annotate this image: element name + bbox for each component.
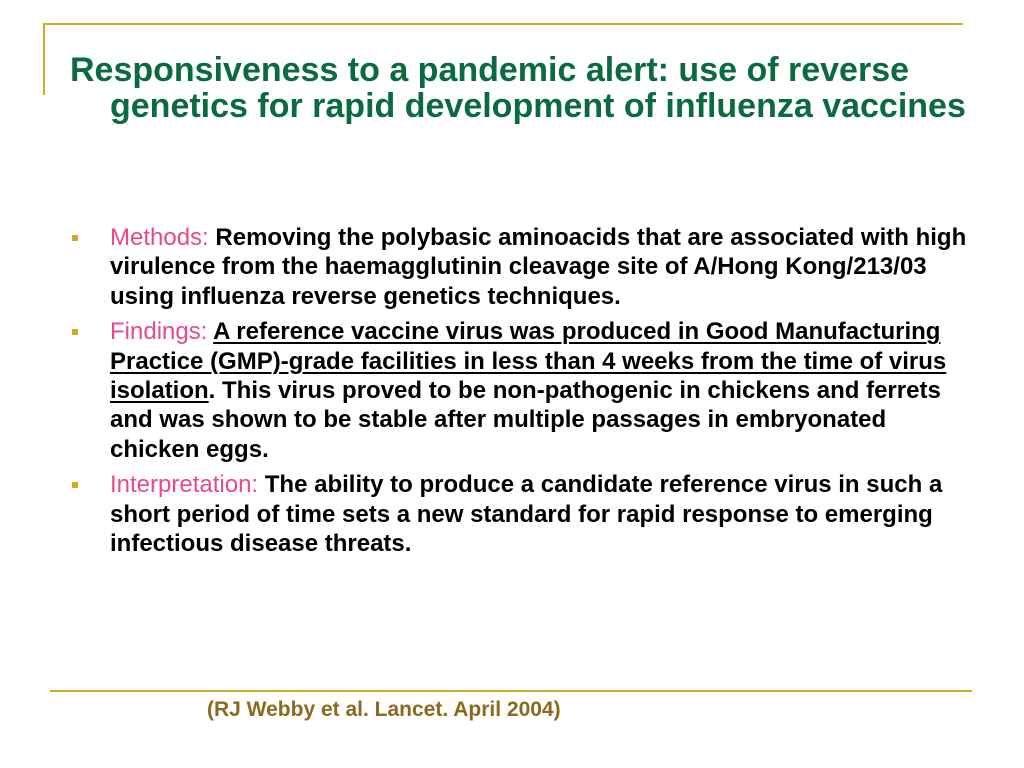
- bullet-label-interpretation: Interpretation:: [110, 471, 259, 499]
- bullet-square-icon: [72, 329, 78, 335]
- frame-left-rule: [43, 23, 45, 95]
- bullet-interpretation: [70, 470, 982, 558]
- bullet-methods: [70, 223, 982, 311]
- bullet-list: [70, 223, 982, 564]
- bullet-text-methods: Removing the polybasic aminoacids that are associated with high virulence from the haemagglutinin cleavage site of A/Hong Kong/213/03 using influenza reverse genetics techniques.: [110, 224, 967, 310]
- bullet-underlined-findings: A reference vaccine virus was produced in Good Manufacturing Practice (GMP)-grade facilities in less than 4 weeks from the time of virus isolation: [110, 318, 947, 405]
- bullet-text-findings: . This virus proved to be non-pathogenic in chickens and ferrets and was shown to be stable after multiple passages in embryonated chicken eggs.: [110, 377, 941, 463]
- bullet-square-icon: [72, 235, 78, 241]
- bullet-findings: [70, 317, 982, 464]
- bullet-square-icon: [72, 482, 78, 488]
- bullet-label-findings: Findings:: [110, 318, 208, 346]
- bullet-label-methods: Methods:: [110, 224, 209, 251]
- bullet-text-interpretation: The ability to produce a candidate reference virus in such a short period of time sets a new standard for rapid response to emerging infectious disease threats.: [110, 471, 943, 558]
- slide-title: [70, 52, 970, 124]
- footer-rule: [50, 690, 972, 692]
- slide-title-text: Responsiveness to a pandemic alert: use of reverse genetics for rapid development of influenza vaccines: [70, 51, 966, 125]
- frame-top-rule: [43, 23, 963, 25]
- citation: (RJ Webby et al. Lancet. April 2004): [207, 698, 561, 721]
